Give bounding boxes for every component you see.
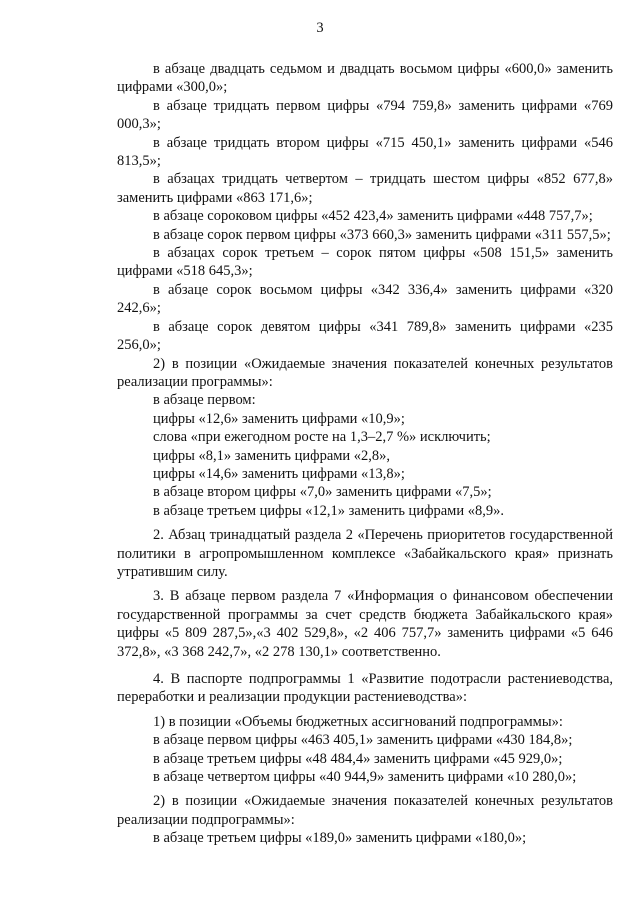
paragraph-amend-34-36: в абзацах тридцать четвертом – тридцать шестом цифры «852 677,8» заменить цифрами «863 171,6»;	[117, 171, 613, 206]
page-number: 3	[316, 20, 324, 36]
paragraph-first-abzac: в абзаце первом:	[153, 392, 256, 409]
paragraph-section-2: 2. Абзац тринадцатый раздела 2 «Перечень приоритетов государственной политики в агропромышленном комплексе «Забайкальского края» признать утратившим силу.	[117, 527, 613, 580]
paragraph-item-1-budget: 1) в позиции «Объемы бюджетных ассигнований подпрограммы»:	[153, 713, 563, 730]
paragraph-words-exclude: слова «при ежегодном росте на 1,3–2,7 %» исключить;	[153, 429, 491, 446]
paragraph-third-abzac: в абзаце третьем цифры «12,1» заменить цифрами «8,9».	[153, 502, 504, 519]
paragraph-section-4: 4. В паспорте подпрограммы 1 «Развитие подотрасли растениеводства, переработки и реализации продукции растениеводства»:	[117, 671, 613, 706]
paragraph-digits-14-6: цифры «14,6» заменить цифрами «13,8»;	[153, 465, 405, 482]
paragraph-amend-49: в абзаце сорок девятом цифры «341 789,8» заменить цифрами «235 256,0»;	[117, 318, 613, 354]
paragraph-item-2-subprogram-results: 2) в позиции «Ожидаемые значения показателей конечных результатов реализации подпрограммы»:	[117, 793, 613, 828]
paragraph-section-3: 3. В абзаце первом раздела 7 «Информация о финансовом обеспечении государственной программы за счет средств бюджета Забайкальского края» цифры «5 809 287,5»,«3 402 529,8», «2 406 757,7» заменить цифрами «5 646 372,8», «3 368 242,7», «2 278 130,1» соответственно.	[117, 588, 613, 660]
paragraph-amend-32: в абзаце тридцать втором цифры «715 450,1» заменить цифрами «546 813,5»;	[117, 134, 613, 170]
paragraph-second-abzac: в абзаце втором цифры «7,0» заменить цифрами «7,5»;	[153, 484, 492, 501]
paragraph-amend-43-45: в абзацах сорок третьем – сорок пятом цифры «508 151,5» заменить цифрами «518 645,3»;	[117, 245, 613, 280]
paragraph-digits-8-1: цифры «8,1» заменить цифрами «2,8»,	[153, 447, 391, 464]
paragraph-budget-first: в абзаце первом цифры «463 405,1» заменить цифрами «430 184,8»;	[153, 732, 573, 749]
paragraph-budget-third: в абзаце третьем цифры «48 484,4» заменить цифрами «45 929,0»;	[153, 750, 563, 767]
paragraph-results-third: в абзаце третьем цифры «189,0» заменить цифрами «180,0»;	[153, 830, 527, 847]
paragraph-budget-fourth: в абзаце четвертом цифры «40 944,9» заменить цифрами «10 280,0»;	[153, 769, 577, 786]
paragraph-amend-27-28: в абзаце двадцать седьмом и двадцать восьмом цифры «600,0» заменить цифрами «300,0»;	[117, 61, 613, 96]
paragraph-amend-48: в абзаце сорок восьмом цифры «342 336,4» заменить цифрами «320 242,6»;	[117, 281, 613, 317]
paragraph-amend-31: в абзаце тридцать первом цифры «794 759,8» заменить цифрами «769 000,3»;	[117, 97, 613, 133]
paragraph-item-2-expected-results: 2) в позиции «Ожидаемые значения показателей конечных результатов реализации программы»:	[117, 355, 613, 390]
paragraph-digits-12-6: цифры «12,6» заменить цифрами «10,9»;	[153, 410, 405, 427]
paragraph-amend-40: в абзаце сороковом цифры «452 423,4» заменить цифрами «448 757,7»;	[153, 208, 593, 225]
document-body	[117, 60, 613, 848]
paragraph-amend-41: в абзаце сорок первом цифры «373 660,3» заменить цифрами «311 557,5»;	[153, 226, 611, 243]
